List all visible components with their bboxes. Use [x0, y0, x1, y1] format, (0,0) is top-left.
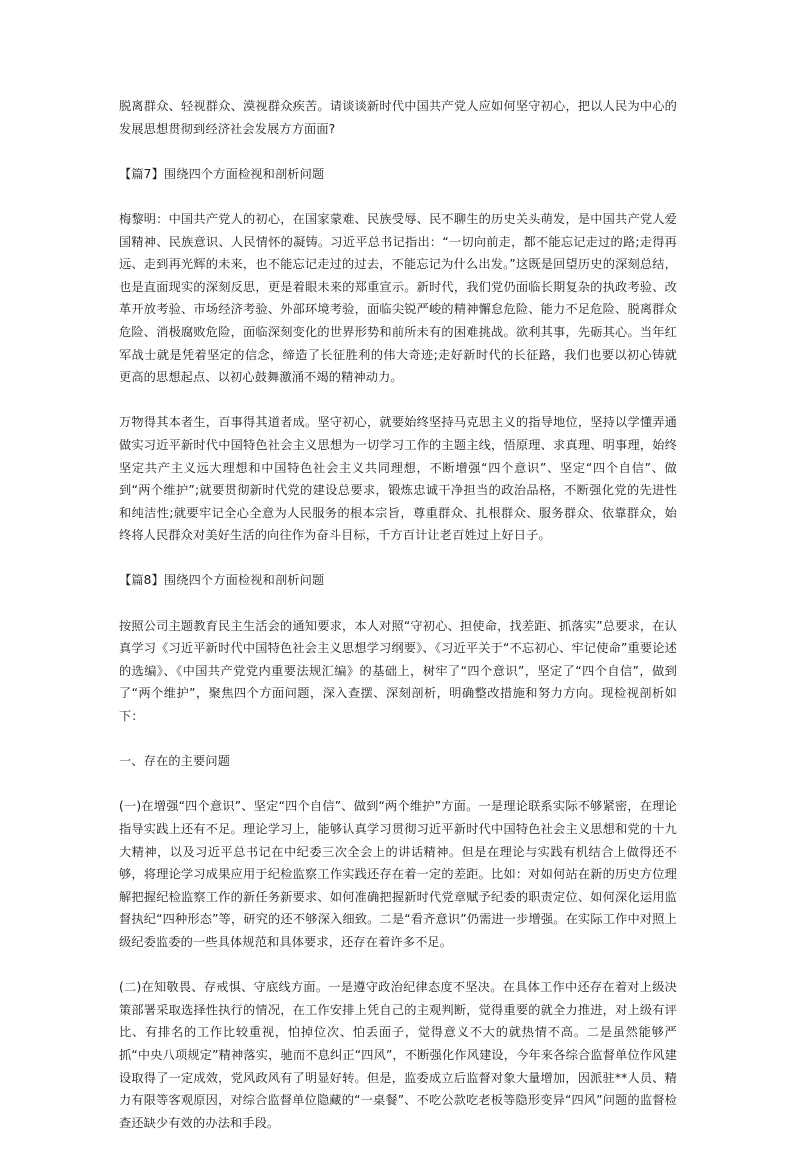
paragraph-problem-one: (一)在增强“四个意识”、坚定“四个自信”、做到“两个维护”方面。一是理论联系实际不够紧密，在理论指导实践上还有不足。理论学习上，能够认真学习贯彻习近平新时代中国特色社会主义思想和党的十九大精神，以及习近平总书记在中纪委三次全会上的讲话精神。但是在理论与实践有机结合上做得还不够，将理论学习成果应用于纪检监察工作实践还存在着一定的差距。比如：对如何站在新的历史方位理解把握纪检监察工作的新任务新要求、如何准确把握新时代党章赋予纪委的职责定位、如何深化运用监督执纪“四种形态”等，研究的还不够深入细致。二是“看齐意识”仍需进一步增强。在实际工作中对照上级纪委监委的一些具体规范和具体要求，还存在着许多不足。	[119, 799, 677, 949]
section-heading-part7: 【篇7】围绕四个方面检视和剖析问题	[119, 166, 325, 181]
section-heading-main-problems: 一、存在的主要问题	[119, 754, 231, 769]
paragraph-original-aspiration: 万物得其本者生，百事得其道者成。坚守初心，就要始终坚持马克思主义的指导地位，坚持以学懂弄通做实习近平新时代中国特色社会主义思想为一切学习工作的主题主线，悟原理、求真理、明事理，始终坚定共产主义远大理想和中国特色社会主义共同理想，不断增强“四个意识”、坚定“四个自信”、做到“两个维护”;就要贯彻新时代党的建设总要求，锻炼忠诚干净担当的政治品格，不断强化党的先进性和纯洁性;就要牢记全心全意为人民服务的根本宗旨，尊重群众、扎根群众、服务群众、依靠群众，始终将人民群众对美好生活的向往作为奋斗目标，千方百计让老百姓过上好日子。	[119, 415, 677, 543]
paragraph-meeting-requirements: 按照公司主题教育民主生活会的通知要求，本人对照“守初心、担使命，找差距、抓落实”总要求，在认真学习《习近平新时代中国特色社会主义思想学习纲要》、《习近平关于“不忘初心、牢记使命”重要论述的选编》、《中国共产党党内重要法规汇编》的基础上，树牢了“四个意识”，坚定了“四个自信”，做到了“两个维护”，聚焦四个方面问题，深入查摆、深刻剖析，明确整改措施和努力方向。现检视剖析如下：	[119, 618, 677, 724]
document-body	[119, 95, 677, 1157]
section-heading-part8: 【篇8】围绕四个方面检视和剖析问题	[119, 573, 325, 588]
paragraph-problem-two: (二)在知敬畏、存戒惧、守底线方面。一是遵守政治纪律态度不坚决。在具体工作中还存在着对上级决策部署采取选择性执行的情况，在工作安排上凭自己的主观判断，觉得重要的就全力推进，对上级有评比、有排名的工作比较重视，怕掉位次、怕丢面子，觉得意义不大的就热情不高。二是虽然能够严抓“中央八项规定”精神落实，驰而不息纠正“四风”，不断强化作风建设，今年来各综合监督单位作风建设取得了一定成效，党风政风有了明显好转。但是，监委成立后监督对象大量增加，因派驻**人员、精力有限等客观原因，对综合监督单位隐藏的“一桌餐”、不吃公款吃老板等隐形变异“四风”问题的监督检查还缺少有效的办法和手段。	[119, 980, 677, 1130]
paragraph-intro-question: 脱离群众、轻视群众、漠视群众疾苦。请谈谈新时代中国共产党人应如何坚守初心，把以人民为中心的发展思想贯彻到经济社会发展方方面面?	[119, 99, 677, 136]
paragraph-mei-liming: 梅黎明：中国共产党人的初心，在国家蒙难、民族受辱、民不聊生的历史关头萌发，是中国共产党人爱国精神、民族意识、人民情怀的凝铸。习近平总书记指出：“一切向前走，都不能忘记走过的路;走得再远、走到再光辉的未来，也不能忘记走过的过去，不能忘记为什么出发。”这既是回望历史的深刻总结，也是直面现实的深刻反思，更是着眼未来的郑重宣示。新时代，我们党仍面临长期复杂的执政考验、改革开放考验、市场经济考验、外部环境考验，面临尖锐严峻的精神懈怠危险、能力不足危险、脱离群众危险、消极腐败危险，面临深刻变化的世界形势和前所未有的困难挑战。欲利其事，先砺其心。当年红军战士就是凭着坚定的信念，缔造了长征胜利的伟大奇迹;走好新时代的长征路，我们也要以初心铸就更高的思想起点、以初心鼓舞激涌不竭的精神动力。	[119, 211, 677, 385]
